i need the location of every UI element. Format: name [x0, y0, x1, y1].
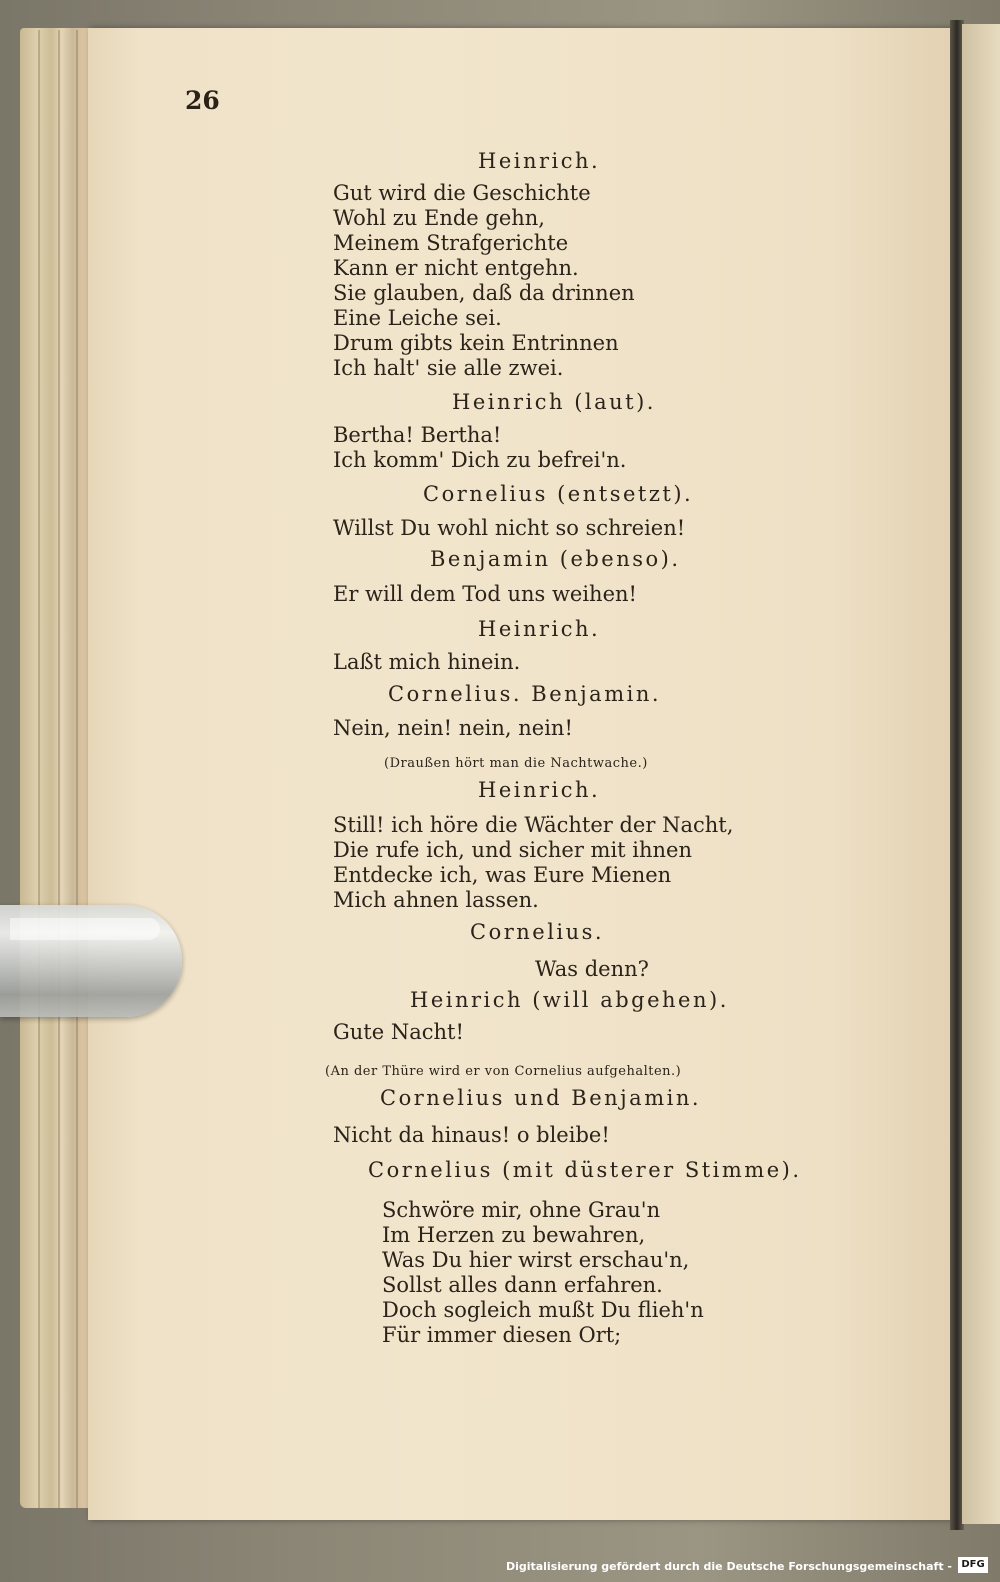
verse-line: Die rufe ich, und sicher mit ihnen	[333, 838, 692, 862]
verse-line: Ich komm' Dich zu befrei'n.	[333, 448, 627, 472]
verse-line: Gut wird die Geschichte	[333, 181, 591, 205]
facing-page-edge	[962, 24, 1000, 1524]
stage-direction: (An der Thüre wird er von Cornelius aufgehalten.)	[325, 1064, 682, 1079]
page-stack-edges	[20, 28, 90, 1508]
speaker-heading: Heinrich (will abgehen).	[410, 988, 729, 1012]
dfg-logo: DFG	[958, 1557, 988, 1573]
verse-line: Bertha! Bertha!	[333, 423, 502, 447]
page-edge-line	[58, 30, 60, 1508]
verse-line: Still! ich höre die Wächter der Nacht,	[333, 813, 734, 837]
speaker-heading: Heinrich.	[478, 149, 601, 173]
verse-line: Drum gibts kein Entrinnen	[333, 331, 619, 355]
verse-line: Willst Du wohl nicht so schreien!	[333, 516, 686, 540]
speaker-heading: Heinrich.	[478, 617, 601, 641]
verse-line: Was denn?	[535, 957, 649, 981]
verse-line: Was Du hier wirst erschau'n,	[382, 1248, 690, 1272]
verse-line: Doch sogleich mußt Du flieh'n	[382, 1298, 704, 1322]
verse-line: Ich halt' sie alle zwei.	[333, 356, 564, 380]
verse-line: Sollst alles dann erfahren.	[382, 1273, 663, 1297]
verse-line: Nein, nein! nein, nein!	[333, 716, 573, 740]
verse-line: Im Herzen zu bewahren,	[382, 1223, 646, 1247]
speaker-heading: Heinrich.	[478, 778, 601, 802]
verse-line: Eine Leiche sei.	[333, 306, 502, 330]
verse-line: Mich ahnen lassen.	[333, 888, 539, 912]
speaker-heading: Benjamin (ebenso).	[430, 547, 681, 571]
page-number: 26	[185, 86, 220, 115]
verse-line: Sie glauben, daß da drinnen	[333, 281, 635, 305]
verse-line: Laßt mich hinein.	[333, 650, 521, 674]
verse-line: Nicht da hinaus! o bleibe!	[333, 1123, 610, 1147]
verse-line: Gute Nacht!	[333, 1020, 464, 1044]
verse-line: Wohl zu Ende gehn,	[333, 206, 545, 230]
scanner-clamp-highlight	[10, 918, 160, 940]
digitization-credit: Digitalisierung gefördert durch die Deutsche Forschungsgemeinschaft -	[505, 1560, 952, 1573]
page-edge-line	[38, 30, 40, 1508]
verse-line: Meinem Strafgerichte	[333, 231, 569, 255]
verse-line: Schwöre mir, ohne Grau'n	[382, 1198, 661, 1222]
page-edge-line	[76, 30, 78, 1508]
verse-line: Für immer diesen Ort;	[382, 1323, 622, 1347]
verse-line: Er will dem Tod uns weihen!	[333, 582, 637, 606]
verse-line: Entdecke ich, was Eure Mienen	[333, 863, 672, 887]
speaker-heading: Cornelius. Benjamin.	[388, 682, 662, 706]
stage-direction: (Draußen hört man die Nachtwache.)	[384, 756, 648, 771]
speaker-heading: Cornelius (entsetzt).	[423, 482, 694, 506]
speaker-heading: Cornelius.	[470, 920, 605, 944]
speaker-heading: Cornelius (mit düsterer Stimme).	[368, 1158, 802, 1182]
verse-line: Kann er nicht entgehn.	[333, 256, 579, 280]
speaker-heading: Heinrich (laut).	[452, 390, 656, 414]
speaker-heading: Cornelius und Benjamin.	[380, 1086, 702, 1110]
